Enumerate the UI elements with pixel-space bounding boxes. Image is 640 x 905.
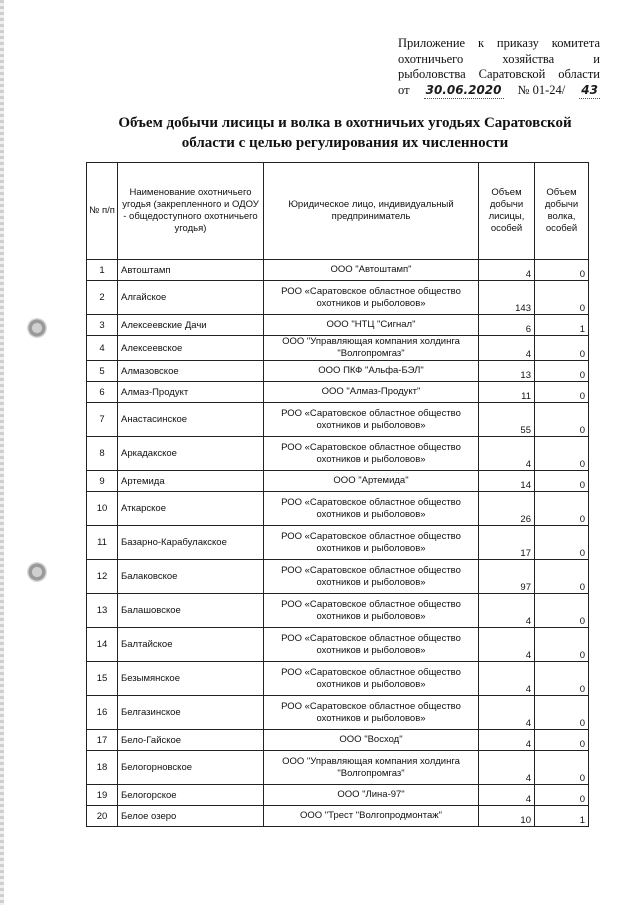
header-num: № п/п bbox=[87, 163, 118, 260]
fox-quota: 10 bbox=[479, 806, 535, 827]
ground-name: Белое озеро bbox=[118, 806, 264, 827]
table-header-row bbox=[87, 163, 589, 260]
organization: РОО «Саратовское областное общество охотников и рыболовов» bbox=[264, 437, 479, 471]
ground-name: Алгайское bbox=[118, 281, 264, 315]
organization: РОО «Саратовское областное общество охотников и рыболовов» bbox=[264, 560, 479, 594]
ground-name: Алмазовское bbox=[118, 361, 264, 382]
ground-name: Аткарское bbox=[118, 492, 264, 526]
row-number: 13 bbox=[87, 594, 118, 628]
fox-quota: 11 bbox=[479, 382, 535, 403]
organization: РОО «Саратовское областное общество охотников и рыболовов» bbox=[264, 628, 479, 662]
annex-date-line bbox=[398, 83, 600, 100]
wolf-quota: 0 bbox=[535, 492, 589, 526]
organization: ООО "Управляющая компания холдинга "Волгопромгаз" bbox=[264, 751, 479, 785]
ground-name: Алмаз-Продукт bbox=[118, 382, 264, 403]
wolf-quota: 0 bbox=[535, 560, 589, 594]
ground-name: Бело-Гайское bbox=[118, 730, 264, 751]
wolf-quota: 0 bbox=[535, 730, 589, 751]
wolf-quota: 1 bbox=[535, 806, 589, 827]
fox-quota: 4 bbox=[479, 260, 535, 281]
wolf-quota: 0 bbox=[535, 785, 589, 806]
organization: ООО "Автоштамп" bbox=[264, 260, 479, 281]
wolf-quota: 0 bbox=[535, 281, 589, 315]
row-number: 17 bbox=[87, 730, 118, 751]
wolf-quota: 0 bbox=[535, 403, 589, 437]
row-number: 15 bbox=[87, 662, 118, 696]
fox-quota: 4 bbox=[479, 751, 535, 785]
row-number: 5 bbox=[87, 361, 118, 382]
fox-quota: 4 bbox=[479, 594, 535, 628]
table-row bbox=[87, 526, 589, 560]
organization: ООО "Управляющая компания холдинга "Волгопромгаз" bbox=[264, 336, 479, 361]
organization: ООО "Артемида" bbox=[264, 471, 479, 492]
wolf-quota: 0 bbox=[535, 662, 589, 696]
fox-quota: 17 bbox=[479, 526, 535, 560]
organization: ООО "Восход" bbox=[264, 730, 479, 751]
organization: РОО «Саратовское областное общество охотников и рыболовов» bbox=[264, 281, 479, 315]
fox-quota: 55 bbox=[479, 403, 535, 437]
fox-quota: 4 bbox=[479, 437, 535, 471]
ground-name: Артемида bbox=[118, 471, 264, 492]
ground-name: Базарно-Карабулакское bbox=[118, 526, 264, 560]
ground-name: Белогорновское bbox=[118, 751, 264, 785]
organization: РОО «Саратовское областное общество охотников и рыболовов» bbox=[264, 594, 479, 628]
ground-name: Безымянское bbox=[118, 662, 264, 696]
ground-name: Автоштамп bbox=[118, 260, 264, 281]
wolf-quota: 1 bbox=[535, 315, 589, 336]
title-line: Объем добычи лисицы и волка в охотничьих угодьях Саратовской bbox=[118, 115, 572, 131]
fox-quota: 143 bbox=[479, 281, 535, 315]
row-number: 14 bbox=[87, 628, 118, 662]
table-row bbox=[87, 260, 589, 281]
ground-name: Белогорское bbox=[118, 785, 264, 806]
title-line: области с целью регулирования их численности bbox=[181, 135, 509, 151]
table-row bbox=[87, 403, 589, 437]
header-wolf: Объем добычи волка, особей bbox=[535, 163, 589, 260]
wolf-quota: 0 bbox=[535, 471, 589, 492]
table-row bbox=[87, 437, 589, 471]
fox-quota: 4 bbox=[479, 696, 535, 730]
fox-quota: 4 bbox=[479, 730, 535, 751]
wolf-quota: 0 bbox=[535, 628, 589, 662]
fox-quota: 13 bbox=[479, 361, 535, 382]
table-row bbox=[87, 336, 589, 361]
row-number: 1 bbox=[87, 260, 118, 281]
table-row bbox=[87, 471, 589, 492]
organization: РОО «Саратовское областное общество охотников и рыболовов» bbox=[264, 526, 479, 560]
ground-name: Аркадакское bbox=[118, 437, 264, 471]
table-row bbox=[87, 751, 589, 785]
wolf-quota: 0 bbox=[535, 260, 589, 281]
ground-name: Белгазинское bbox=[118, 696, 264, 730]
fox-quota: 4 bbox=[479, 662, 535, 696]
table-row bbox=[87, 560, 589, 594]
organization: РОО «Саратовское областное общество охотников и рыболовов» bbox=[264, 403, 479, 437]
fox-quota: 26 bbox=[479, 492, 535, 526]
row-number: 9 bbox=[87, 471, 118, 492]
fox-quota: 97 bbox=[479, 560, 535, 594]
table-row bbox=[87, 662, 589, 696]
row-number: 7 bbox=[87, 403, 118, 437]
fox-quota: 4 bbox=[479, 628, 535, 662]
wolf-quota: 0 bbox=[535, 361, 589, 382]
ground-name: Балтайское bbox=[118, 628, 264, 662]
annex-number: 43 bbox=[579, 83, 600, 100]
row-number: 19 bbox=[87, 785, 118, 806]
ground-name: Алексеевское bbox=[118, 336, 264, 361]
row-number: 20 bbox=[87, 806, 118, 827]
row-number: 12 bbox=[87, 560, 118, 594]
scan-page-edge bbox=[0, 0, 4, 905]
organization: РОО «Саратовское областное общество охотников и рыболовов» bbox=[264, 492, 479, 526]
annex-line: охотничьего хозяйства и bbox=[398, 51, 600, 66]
table-row bbox=[87, 628, 589, 662]
table-row bbox=[87, 281, 589, 315]
punch-hole bbox=[27, 562, 47, 582]
annex-number-label: № 01-24/ bbox=[517, 82, 566, 97]
row-number: 10 bbox=[87, 492, 118, 526]
row-number: 11 bbox=[87, 526, 118, 560]
organization: ООО "НТЦ "Сигнал" bbox=[264, 315, 479, 336]
table-row bbox=[87, 492, 589, 526]
wolf-quota: 0 bbox=[535, 751, 589, 785]
organization: ООО ПКФ "Альфа-БЭЛ" bbox=[264, 361, 479, 382]
table-row bbox=[87, 594, 589, 628]
header-name: Наименование охотничьего угодья (закрепленного и ОДОУ - общедоступного охотничьего угодья) bbox=[118, 163, 264, 260]
ground-name: Балашовское bbox=[118, 594, 264, 628]
table-row bbox=[87, 382, 589, 403]
header-fox: Объем добычи лисицы, особей bbox=[479, 163, 535, 260]
fox-quota: 4 bbox=[479, 785, 535, 806]
organization: ООО "Лина-97" bbox=[264, 785, 479, 806]
ground-name: Балаковское bbox=[118, 560, 264, 594]
table-row bbox=[87, 806, 589, 827]
row-number: 2 bbox=[87, 281, 118, 315]
annex-line: Приложение к приказу комитета bbox=[398, 36, 600, 50]
ground-name: Анастасинское bbox=[118, 403, 264, 437]
table-row bbox=[87, 361, 589, 382]
row-number: 8 bbox=[87, 437, 118, 471]
annex-block bbox=[398, 36, 600, 99]
quota-table bbox=[86, 162, 589, 827]
punch-hole bbox=[27, 318, 47, 338]
document-title bbox=[100, 113, 590, 153]
wolf-quota: 0 bbox=[535, 594, 589, 628]
fox-quota: 4 bbox=[479, 336, 535, 361]
row-number: 4 bbox=[87, 336, 118, 361]
organization: ООО "Трест "Волгопродмонтаж" bbox=[264, 806, 479, 827]
header-org: Юридическое лицо, индивидуальный предприниматель bbox=[264, 163, 479, 260]
wolf-quota: 0 bbox=[535, 336, 589, 361]
organization: ООО "Алмаз-Продукт" bbox=[264, 382, 479, 403]
table-row bbox=[87, 315, 589, 336]
wolf-quota: 0 bbox=[535, 437, 589, 471]
annex-from-label: от bbox=[398, 82, 410, 97]
wolf-quota: 0 bbox=[535, 526, 589, 560]
organization: РОО «Саратовское областное общество охотников и рыболовов» bbox=[264, 662, 479, 696]
table-row bbox=[87, 730, 589, 751]
wolf-quota: 0 bbox=[535, 696, 589, 730]
row-number: 6 bbox=[87, 382, 118, 403]
row-number: 18 bbox=[87, 751, 118, 785]
fox-quota: 14 bbox=[479, 471, 535, 492]
fox-quota: 6 bbox=[479, 315, 535, 336]
annex-line: рыболовства Саратовской области bbox=[398, 67, 600, 81]
table-row bbox=[87, 696, 589, 730]
ground-name: Алексеевские Дачи bbox=[118, 315, 264, 336]
wolf-quota: 0 bbox=[535, 382, 589, 403]
row-number: 16 bbox=[87, 696, 118, 730]
organization: РОО «Саратовское областное общество охотников и рыболовов» bbox=[264, 696, 479, 730]
table-row bbox=[87, 785, 589, 806]
annex-date: 30.06.2020 bbox=[424, 83, 504, 100]
row-number: 3 bbox=[87, 315, 118, 336]
